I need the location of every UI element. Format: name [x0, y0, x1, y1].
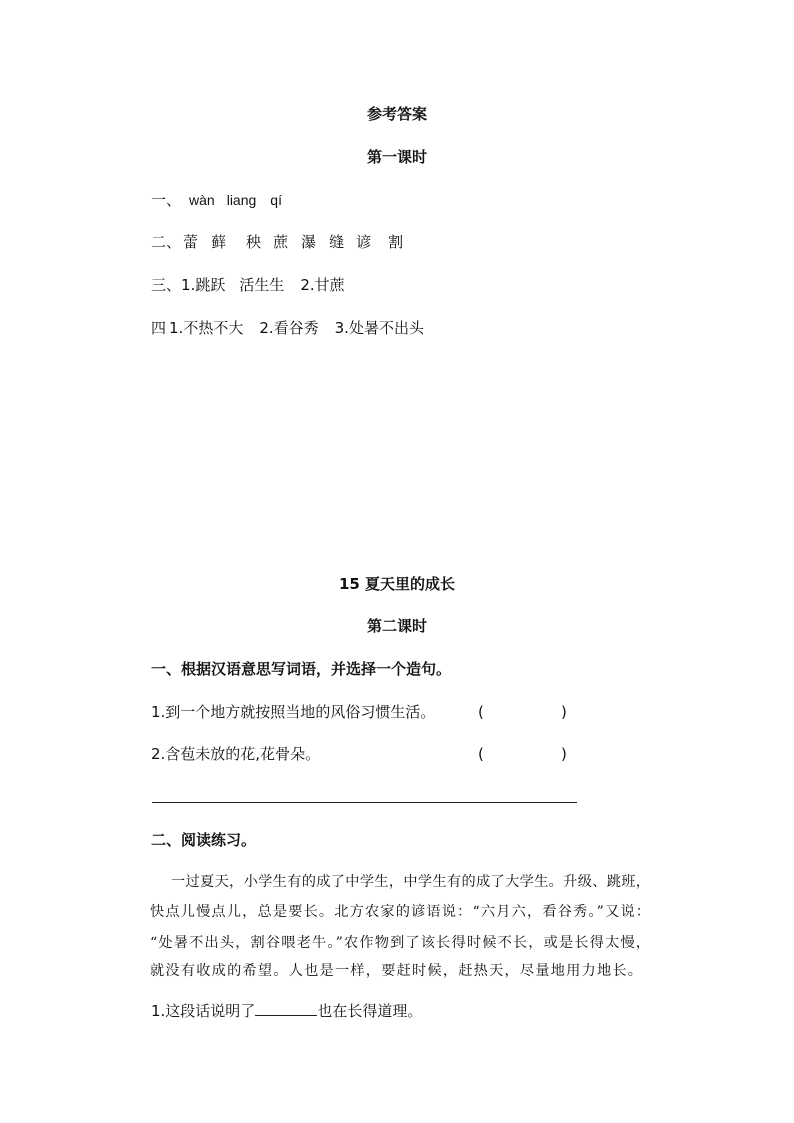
- answer-q4-item-1: 1.不热不大: [169, 319, 244, 337]
- passage-line-3: “处暑不出头，割谷喂老牛。”农作物到了该长得时候不长，或是长得太慢，: [150, 935, 650, 951]
- part1-heading: 一、根据汉语意思写词语，并选择一个造句。: [151, 660, 452, 678]
- part2-question-1-before: 1.这段话说明了: [151, 1002, 256, 1020]
- char-2: 藓: [211, 233, 227, 251]
- passage-line-1: 一过夏天，小学生有的成了中学生，中学生有的成了大学生。升级、跳班，: [171, 874, 650, 890]
- part2-question-1-after: 也在长得道理。: [317, 1002, 423, 1020]
- answer-key-title: 参考答案: [366, 105, 427, 123]
- char-1: 蕾: [183, 233, 199, 251]
- answer-q3-item-1: 1.跳跃: [181, 276, 226, 294]
- answer-q3-label: 三、: [151, 276, 182, 294]
- part1-item-1-open-paren: (: [478, 703, 484, 721]
- answer-q1-label: 一、: [151, 191, 182, 209]
- part2-question-1-blank[interactable]: [255, 1001, 317, 1016]
- answer-q3: [151, 275, 345, 295]
- part1-item-2: 2.含苞未放的花,花骨朵。: [151, 745, 321, 763]
- lesson-one-subtitle: 第一课时: [366, 148, 427, 166]
- lesson-two-subtitle: 第二课时: [366, 617, 427, 635]
- answer-q2-label: 二、: [151, 233, 182, 251]
- char-5: 瀑: [301, 233, 317, 251]
- char-6: 缝: [329, 233, 345, 251]
- pinyin-1: wàn: [189, 192, 215, 208]
- answer-q4: [151, 318, 424, 338]
- part1-item-1-close-paren: ): [561, 703, 567, 721]
- part2-heading: 二、阅读练习。: [151, 831, 257, 849]
- passage-line-2: 快点儿慢点儿，总是要长。北方农家的谚语说：“六月六，看谷秀。”又说：: [150, 904, 650, 920]
- answer-q3-item-2: 活生生: [239, 276, 285, 294]
- answer-q1: [151, 190, 282, 210]
- char-3: 秧: [246, 233, 262, 251]
- passage-line-4: 就没有收成的希望。人也是一样，要赶时候，赶热天，尽量地用力地长。: [150, 963, 642, 979]
- part2-question-1: [151, 1001, 422, 1021]
- answer-q2: [151, 232, 403, 252]
- part1-item-2-close-paren: ): [561, 745, 567, 763]
- pinyin-3: qí: [270, 192, 282, 208]
- part1-item-1-answer-field[interactable]: [494, 702, 560, 722]
- sentence-writing-line[interactable]: [152, 802, 577, 803]
- answer-q4-item-2: 2.看谷秀: [259, 319, 319, 337]
- part1-item-2-open-paren: (: [478, 745, 484, 763]
- part1-item-2-answer-field[interactable]: [494, 744, 560, 764]
- char-4: 蔗: [273, 233, 289, 251]
- answer-q3-item-3: 2.甘蔗: [300, 276, 345, 294]
- lesson-title: 15 夏天里的成长: [338, 575, 456, 593]
- pinyin-2: liang: [226, 192, 257, 208]
- answer-q4-item-3: 3.处暑不出头: [334, 319, 424, 337]
- char-7: 谚: [356, 233, 372, 251]
- char-8: 割: [388, 233, 404, 251]
- part1-item-1: 1.到一个地方就按照当地的风俗习惯生活。: [151, 703, 436, 721]
- answer-q4-label: 四: [151, 319, 167, 337]
